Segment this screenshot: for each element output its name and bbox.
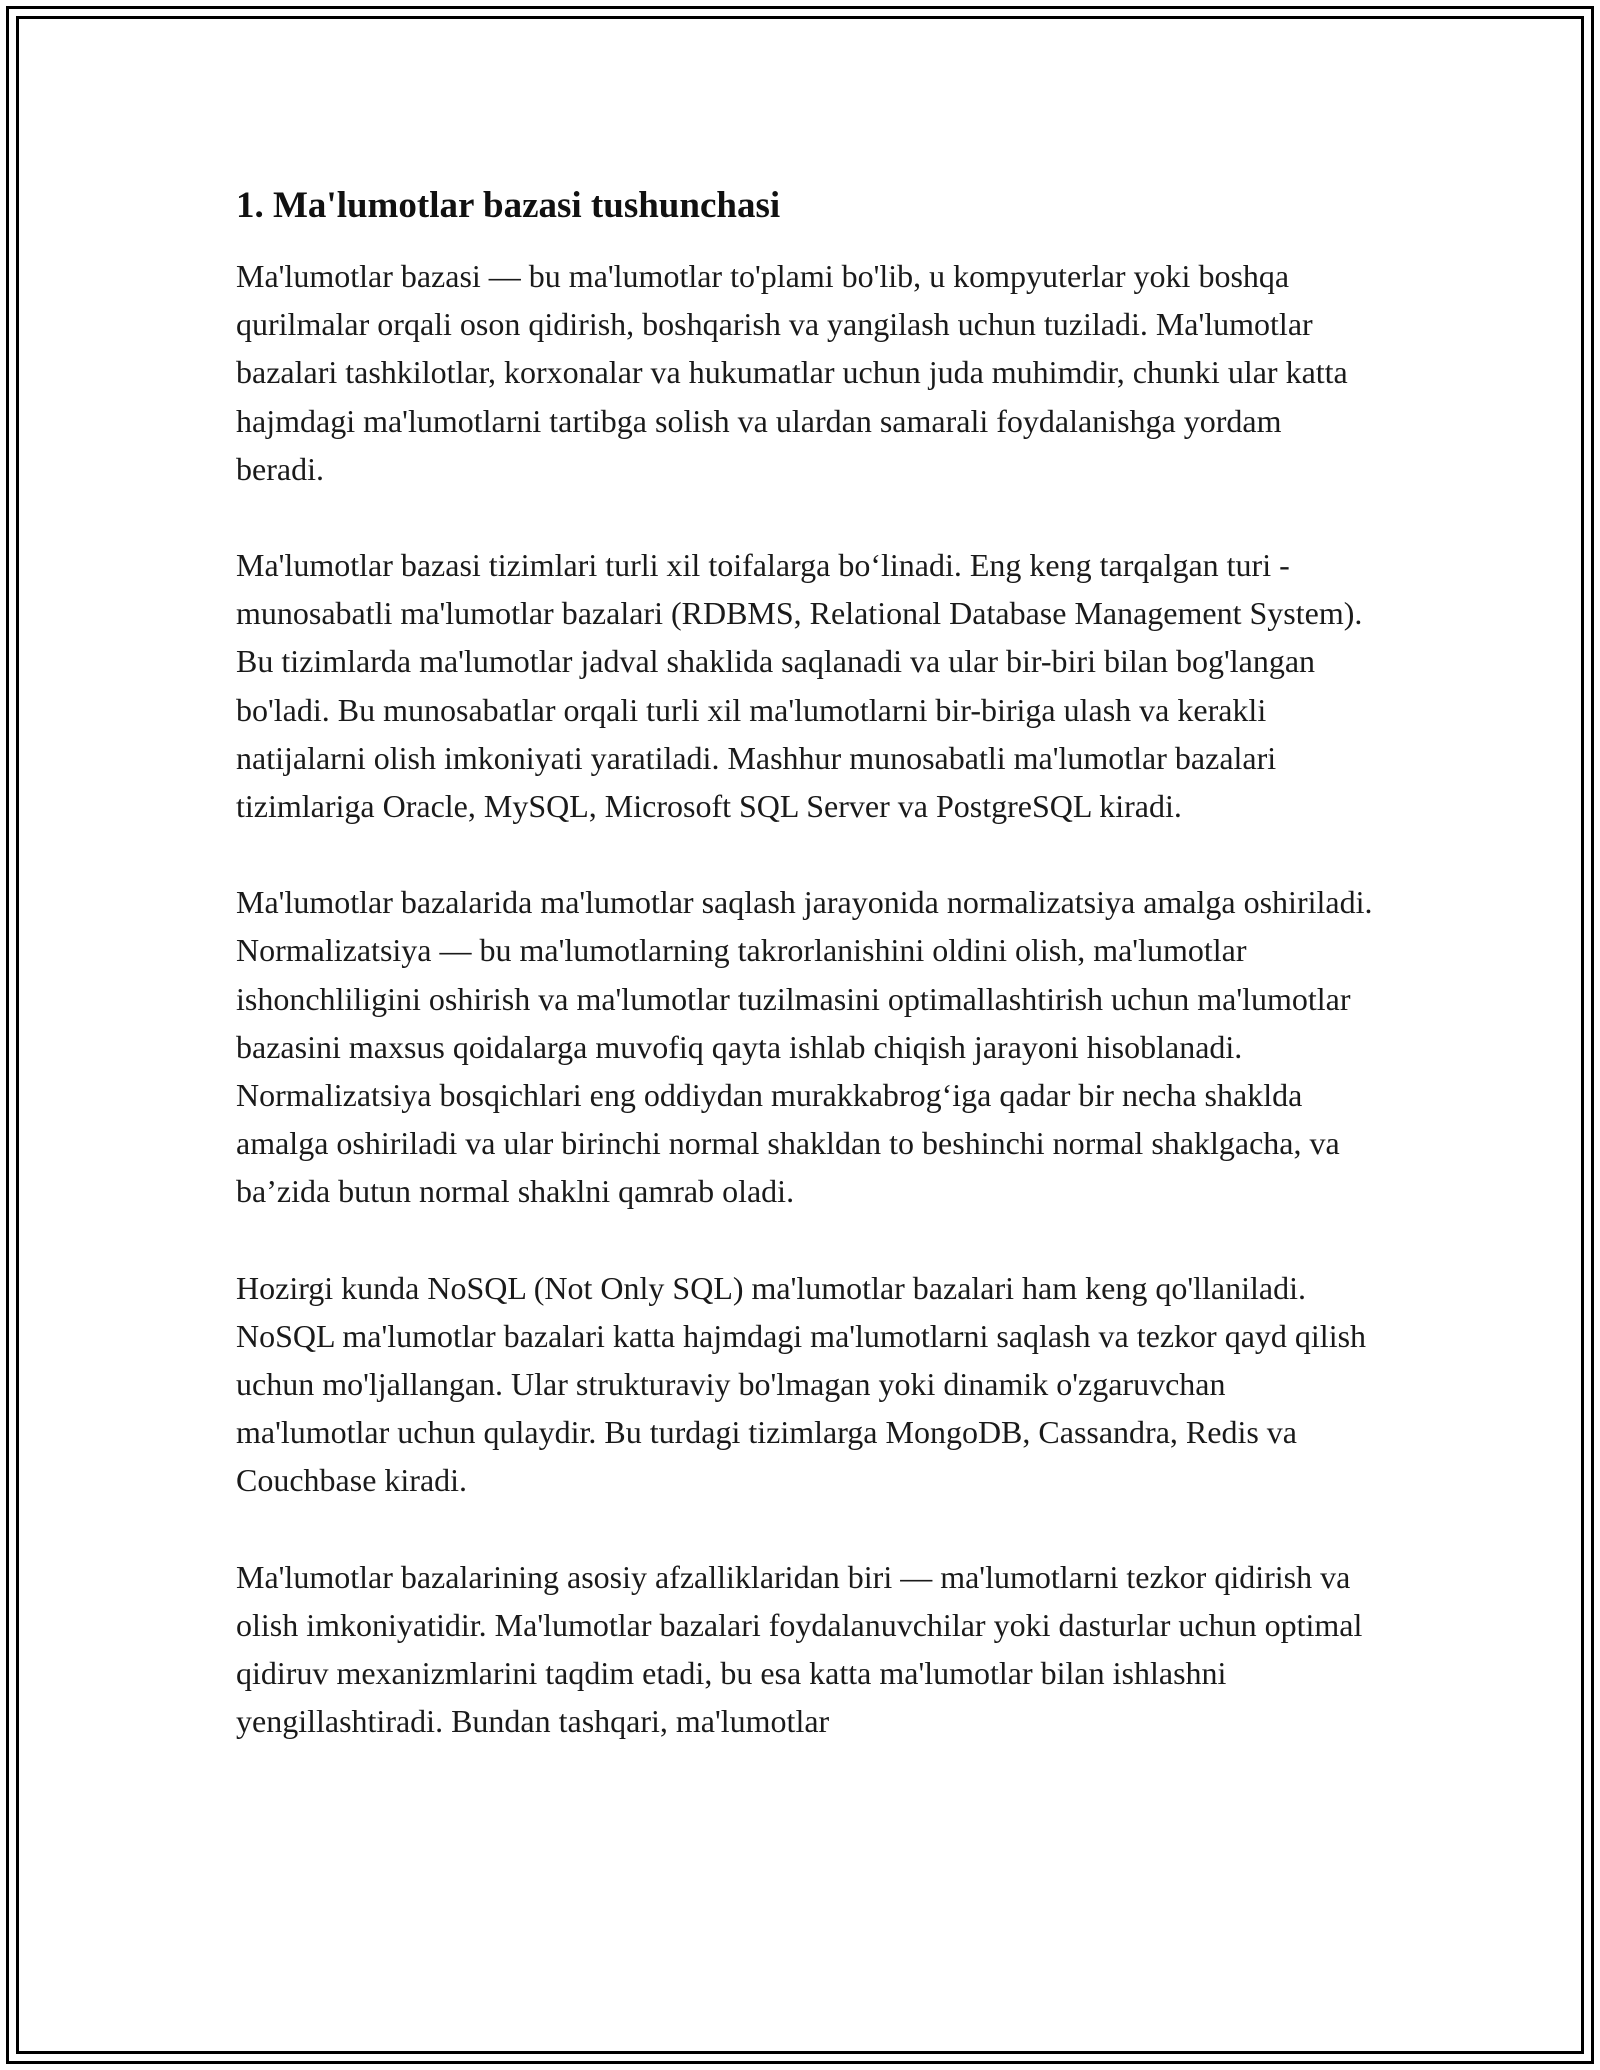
paragraph-1: Ma'lumotlar bazasi — bu ma'lumotlar to'plami bo'lib, u kompyuterlar yoki boshqa qurilmalar orqali oson qidirish, boshqarish va yangilash uchun tuziladi. Ma'lumotlar bazalari tashkilotlar, korxonalar va hukumatlar uchun juda muhimdir, chunki ular katta hajmdagi ma'lumotlarni tartibga solish va ulardan samarali foydalanishga yordam beradi.: [236, 258, 1348, 487]
paragraph-4: Hozirgi kunda NoSQL (Not Only SQL) ma'lumotlar bazalari ham keng qo'llaniladi. NoSQL ma'lumotlar bazalari katta hajmdagi ma'lumotlarni saqlash va tezkor qayd qilish uchun mo'ljallangan. Ular strukturaviy bo'lmagan yoki dinamik o'zgaruvchan ma'lumotlar uchun qulaydir. Bu turdagi tizimlarga MongoDB, Cassandra, Redis va Couchbase kiradi.: [236, 1269, 1367, 1499]
document-body: [236, 182, 1376, 1745]
section-heading: 1. Ma'lumotlar bazasi tushunchasi: [236, 185, 781, 226]
paragraph-3: Ma'lumotlar bazalarida ma'lumotlar saqlash jarayonida normalizatsiya amalga oshiriladi. Normalizatsiya — bu ma'lumotlarning takrorlanishini oldini olish, ma'lumotlar ishonchliligini oshirish va ma'lumotlar tuzilmasini optimallashtirish uchun ma'lumotlar bazasini maxsus qoidalarga muvofiq qayta ishlab chiqish jarayoni hisoblanadi. Normalizatsiya bosqichlari eng oddiydan murakkabrog‘iga qadar bir necha shakldа amalga oshiriladi va ular birinchi normal shakldan to beshinchi normal shaklgacha, va ba’zida butun normal shaklni qamrab oladi.: [236, 884, 1373, 1210]
paragraph-5: Ma'lumotlar bazalarining asosiy afzalliklaridan biri — ma'lumotlarni tezkor qidirish va olish imkoniyatidir. Ma'lumotlar bazalari foydalanuvchilar yoki dasturlar uchun optimal qidiruv mexanizmlarini taqdim etadi, bu esa katta ma'lumotlar bilan ishlashni yengillashtiradi. Bundan tashqari, ma'lumotlar: [236, 1558, 1363, 1740]
paragraph-2: Ma'lumotlar bazasi tizimlari turli xil toifalarga bo‘linadi. Eng keng tarqalgan turi - munosabatli ma'lumotlar bazalari (RDBMS, Relational Database Management System). Bu tizimlarda ma'lumotlar jadval shaklida saqlanadi va ular bir-biri bilan bog'langan bo'ladi. Bu munosabatlar orqali turli xil ma'lumotlarni bir-biriga ulash va kerakli natijalarni olish imkoniyati yaratiladi. Mashhur munosabatli ma'lumotlar bazalari tizimlariga Oracle, MySQL, Microsoft SQL Server va PostgreSQL kiradi.: [236, 547, 1363, 825]
